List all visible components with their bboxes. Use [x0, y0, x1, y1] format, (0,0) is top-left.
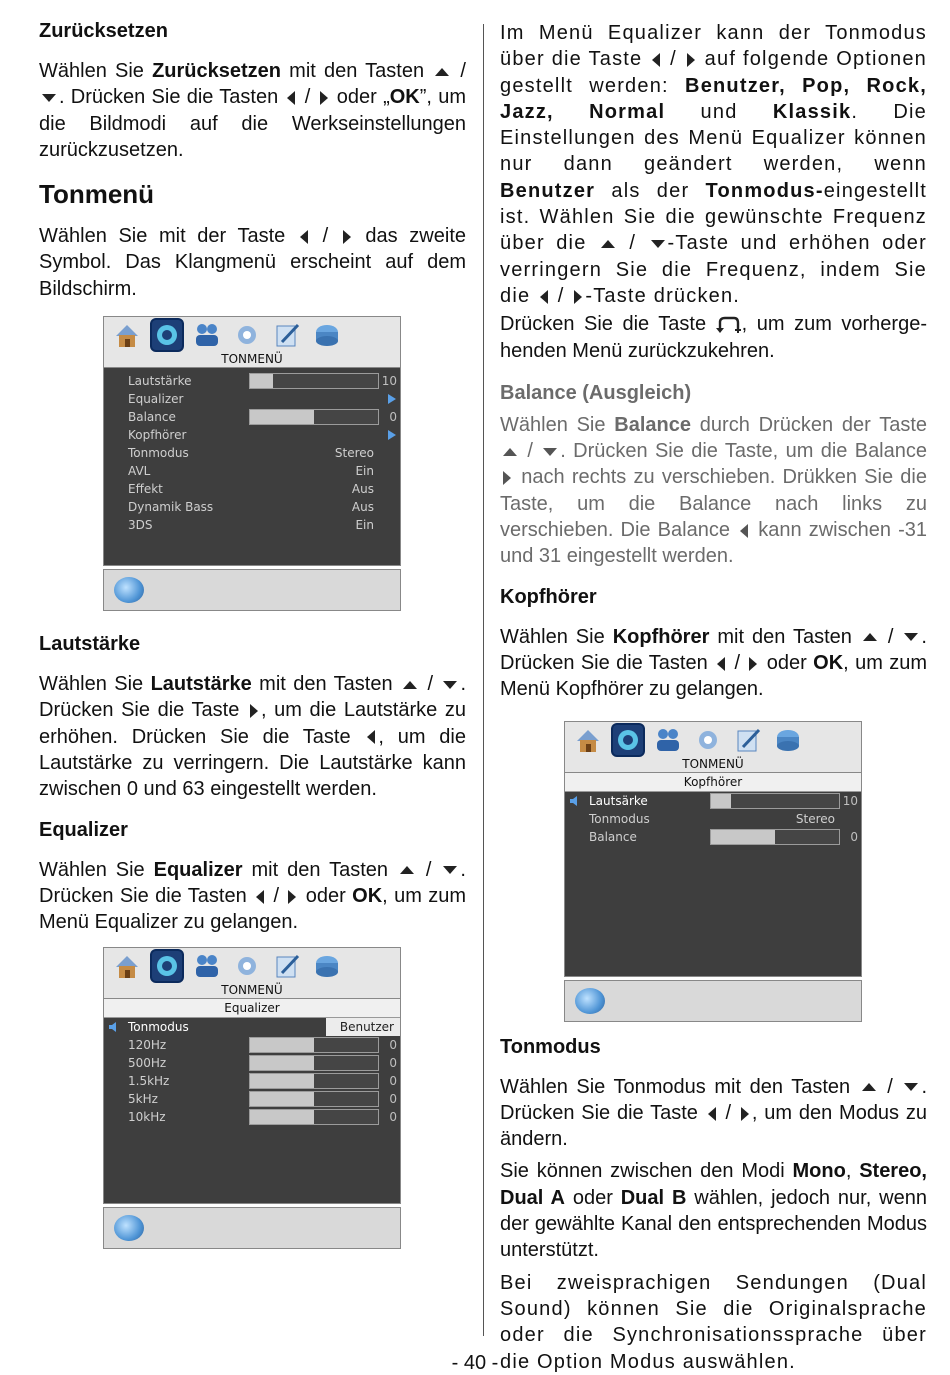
- sound-mode-heading: Tonmodus: [500, 1035, 601, 1058]
- menu-row-balance[interactable]: Balance 0: [128, 410, 397, 425]
- eq-row-120hz[interactable]: 120Hz 0: [128, 1038, 397, 1053]
- headphone-paragraph: Wählen Sie Kopfhörer mit den Tasten / . Drücken Sie die Tasten / oder OK, um zum Menü Kopfhörer zu gelangen.: [500, 625, 928, 701]
- menu-row-sound-mode[interactable]: Tonmodus Stereo: [128, 446, 374, 461]
- down-arrow-icon: [42, 94, 56, 102]
- left-arrow-icon: [367, 730, 375, 744]
- left-arrow-icon: [540, 290, 548, 304]
- menu-row-headphone[interactable]: Kopfhörer: [104, 426, 400, 444]
- balance-paragraph: Wählen Sie Balance durch Drücken der Taste / . Drücken Sie die Taste, um die Balance nach rechts zu verschieben. Drükken Sie die Taste, um die Balance nach links zu verschieben. Die Balance kann zwischen -31 und 31 eingestellt werden.: [500, 413, 927, 568]
- eq-row-1-5khz[interactable]: 1.5kHz 0: [128, 1074, 397, 1089]
- home-icon: [573, 725, 603, 755]
- home-icon: [112, 951, 142, 981]
- menu-row-3ds[interactable]: 3DS Ein: [128, 518, 374, 533]
- eq-bar: [249, 1073, 379, 1089]
- left-arrow-icon: [708, 1107, 716, 1121]
- people-icon: [192, 320, 222, 350]
- eq-row-500hz[interactable]: 500Hz 0: [128, 1056, 397, 1071]
- eq-row-10khz[interactable]: 10kHz 0: [128, 1110, 397, 1125]
- home-icon: [112, 320, 142, 350]
- left-column: [39, 18, 466, 1249]
- menu-row-effect[interactable]: Effekt Aus: [128, 482, 374, 497]
- sound-menu-paragraph: Wählen Sie mit der Taste / das zweite Symbol. Das Klangmenü erscheint auf dem Bildschirm.: [39, 225, 466, 300]
- submenu-arrow-icon: [388, 430, 396, 440]
- people-icon: [192, 951, 222, 981]
- headphone-menu-screenshot: [564, 721, 862, 1022]
- reset-heading: Zurücksetzen: [39, 20, 168, 42]
- headphone-heading: Kopfhörer: [500, 585, 597, 608]
- people-icon: [653, 725, 683, 755]
- left-arrow-icon: [717, 657, 725, 671]
- gear-icon: [232, 951, 262, 981]
- right-arrow-icon: [503, 471, 511, 485]
- menu-row-dynamic-bass[interactable]: Dynamik Bass Aus: [128, 500, 374, 515]
- menu-icon-bar: [564, 721, 862, 773]
- edit-icon: [272, 320, 302, 350]
- equalizer-list: [103, 999, 401, 1204]
- up-arrow-icon: [400, 866, 414, 874]
- back-paragraph: Drücken Sie die Taste , um zum vorhergehenden Menü zurückzukehren.: [500, 313, 927, 362]
- equalizer-paragraph: Wählen Sie Equalizer mit den Tasten / . Drücken Sie die Tasten / oder OK, um zum Menü Equalizer zu gelangen.: [39, 858, 467, 934]
- sound-icon: [152, 320, 182, 350]
- left-arrow-icon: [256, 890, 264, 904]
- sound-menu-heading: Tonmenü: [39, 179, 155, 210]
- balance-heading: Balance (Ausgleich): [500, 381, 692, 404]
- sound-menu-screenshot: [103, 316, 401, 611]
- right-arrow-icon: [687, 53, 695, 67]
- menu-row-equalizer[interactable]: Equalizer: [104, 390, 400, 408]
- submenu-title: Kopfhörer: [565, 773, 861, 792]
- sound-mode-paragraph: Wählen Sie Tonmodus mit den Tasten / . Drücken Sie die Taste / , um den Modus zu ändern.: [500, 1075, 927, 1151]
- left-arrow-icon: [287, 91, 295, 105]
- speaker-icon: [108, 1021, 120, 1033]
- left-arrow-icon: [740, 524, 748, 538]
- edit-icon: [733, 725, 763, 755]
- up-arrow-icon: [503, 448, 517, 456]
- right-arrow-icon: [250, 704, 258, 718]
- down-arrow-icon: [651, 240, 665, 248]
- right-arrow-icon: [741, 1107, 749, 1121]
- source-icon: [312, 951, 342, 981]
- left-arrow-icon: [300, 230, 308, 244]
- menu-row-volume[interactable]: Lautsärke 10: [565, 792, 861, 810]
- eq-bar: [249, 1055, 379, 1071]
- up-arrow-icon: [403, 681, 417, 689]
- balance-bar: [710, 829, 840, 845]
- page-number: - 40 -: [451, 1352, 499, 1374]
- menu-footer: [564, 980, 862, 1022]
- source-icon: [312, 320, 342, 350]
- globe-icon: [114, 1215, 144, 1241]
- balance-bar: [249, 409, 379, 425]
- right-column: [500, 20, 927, 1375]
- menu-icon-bar: [103, 947, 401, 999]
- back-icon: [716, 316, 742, 334]
- equalizer-menu-screenshot: [103, 947, 401, 1249]
- menu-row-balance[interactable]: Balance 0: [589, 829, 858, 844]
- left-arrow-icon: [652, 53, 660, 67]
- gear-icon: [232, 320, 262, 350]
- volume-bar: [249, 373, 379, 389]
- volume-bar: [710, 793, 840, 809]
- headphone-list: [564, 773, 862, 977]
- right-arrow-icon: [574, 290, 582, 304]
- volume-heading: Lautstärke: [39, 633, 141, 656]
- gear-icon: [693, 725, 723, 755]
- equalizer-heading: Equalizer: [39, 818, 128, 841]
- up-arrow-icon: [863, 633, 877, 641]
- menu-icon-bar: [103, 316, 401, 368]
- menu-title: TONMENÜ: [682, 756, 744, 771]
- reset-paragraph: Wählen Sie Zurücksetzen mit den Tasten / . Drücken Sie die Tasten / oder „OK”, um die Bildmodi auf die Werkseinstellungen zurückzusetzen.: [39, 60, 467, 161]
- submenu-title: Equalizer: [104, 999, 400, 1018]
- menu-list: [103, 368, 401, 566]
- submenu-arrow-icon: [388, 394, 396, 404]
- down-arrow-icon: [904, 633, 918, 641]
- eq-row-5khz[interactable]: 5kHz 0: [128, 1092, 397, 1107]
- right-arrow-icon: [749, 657, 757, 671]
- menu-footer: [103, 569, 401, 611]
- right-arrow-icon: [320, 91, 328, 105]
- right-arrow-icon: [288, 890, 296, 904]
- globe-icon: [575, 988, 605, 1014]
- menu-footer: [103, 1207, 401, 1249]
- column-divider: [483, 24, 484, 1336]
- sound-mode-value[interactable]: Benutzer: [326, 1018, 400, 1036]
- sound-icon: [613, 725, 643, 755]
- source-icon: [773, 725, 803, 755]
- modes-paragraph: Sie können zwischen den Modi Mono, Stereo, Dual A oder Dual B wählen, jedoch nur, wenn der gewählte Kanal den entsprechenden Modus unterstützt.: [500, 1160, 927, 1262]
- up-arrow-icon: [862, 1083, 876, 1091]
- down-arrow-icon: [904, 1083, 918, 1091]
- up-arrow-icon: [435, 68, 449, 76]
- menu-row-avl[interactable]: AVL Ein: [128, 464, 374, 479]
- dual-sound-paragraph: Bei zweisprachigen Sendungen (Dual Sound) können Sie die Originalsprache oder die Synchronisationssprache über die Option Modus auswählen.: [500, 1271, 927, 1373]
- menu-row-sound-mode[interactable]: Tonmodus Benutzer: [104, 1018, 400, 1036]
- eq-bar: [249, 1037, 379, 1053]
- down-arrow-icon: [443, 681, 457, 689]
- sound-icon: [152, 951, 182, 981]
- down-arrow-icon: [543, 448, 557, 456]
- menu-row-volume[interactable]: Lautstärke 10: [128, 374, 397, 389]
- edit-icon: [272, 951, 302, 981]
- right-arrow-icon: [343, 230, 351, 244]
- volume-paragraph: Wählen Sie Lautstärke mit den Tasten / . Drücken Sie die Taste , um die Lautstärke zu erhöhen. Drücken Sie die Taste , um die Lautstärke zu verringern. Die Lautstärke kann zwischen 0 und 63 eingestellt werden.: [39, 673, 466, 801]
- menu-row-sound-mode[interactable]: Tonmodus Stereo: [589, 811, 835, 826]
- speaker-icon: [569, 795, 581, 807]
- menu-title: TONMENÜ: [221, 352, 283, 367]
- up-arrow-icon: [601, 240, 615, 248]
- eq-bar: [249, 1091, 379, 1107]
- menu-title: TONMENÜ: [221, 983, 283, 998]
- globe-icon: [114, 577, 144, 603]
- eq-bar: [249, 1109, 379, 1125]
- down-arrow-icon: [443, 866, 457, 874]
- equalizer-description: Im Menü Equalizer kann der Tonmodus über die Taste / auf folgende Optionen gestellt werden: Benutzer, Pop, Rock, Jazz, Normal und Klassik. Die Einstellungen des Menü Equalizer können nur dann geändert werden, wenn Benutzer als der Tonmodus-eingestellt ist. Wählen Sie die gewünschte Frequenz über die / -Taste und erhöhen oder verringern Sie die Frequenz, indem Sie die / -Taste drücken.: [500, 22, 928, 307]
